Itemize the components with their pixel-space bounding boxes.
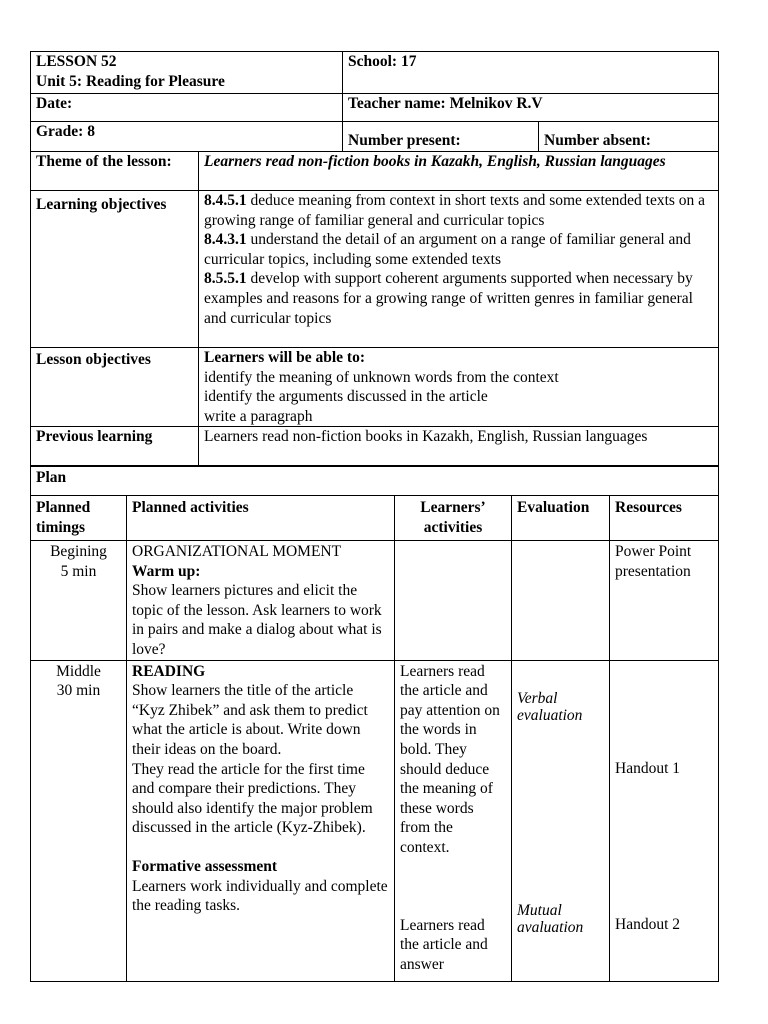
header-activities: Planned activities xyxy=(132,499,249,516)
header-evaluation: Evaluation xyxy=(517,499,590,516)
timing-stage: Middle xyxy=(56,662,101,680)
timing-duration: 5 min xyxy=(60,562,97,580)
objective-text: develop with support coherent arguments supported when necessary by examples and reasons for a growing range of written genres in familiar general and curricular topics xyxy=(204,270,693,327)
grade: Grade: 8 xyxy=(36,123,95,140)
lesson-objective: identify the meaning of unknown words from the context xyxy=(204,368,559,386)
header-timings-cell xyxy=(31,496,127,541)
previous-learning-label-cell xyxy=(31,427,199,466)
objective-code: 8.4.5.1 xyxy=(204,192,247,209)
objective-text: understand the detail of an argument on a range of familiar general and curricular topics, including some extended texts xyxy=(204,231,691,268)
theme-label: Theme of the lesson: xyxy=(36,153,172,170)
number-absent: Number absent: xyxy=(544,132,651,150)
lesson-objective: identify the arguments discussed in the article xyxy=(204,388,488,406)
evaluation-text: Verbal evaluation xyxy=(517,689,583,724)
theme-label-cell xyxy=(31,152,199,191)
activity-text: They read the article for the first time and compare their predictions. They should also identify the major problem discussed in the article (Kyz-Zhibek). xyxy=(132,760,373,837)
activity-heading: ORGANIZATIONAL MOMENT xyxy=(132,543,342,560)
grade-cell xyxy=(31,122,343,152)
header-resources: Resources xyxy=(615,499,682,516)
evaluation-cell xyxy=(512,541,610,661)
learners-text: Learners read the article and answer xyxy=(400,916,488,973)
objective-text: deduce meaning from context in short texts and some extended texts on a growing range of familiar general and curricular topics xyxy=(204,192,706,229)
theme-value-cell xyxy=(199,152,719,191)
evaluation-cell xyxy=(512,660,610,981)
table-row xyxy=(31,541,719,661)
activity-subheading: Warm up: xyxy=(132,562,201,580)
header-timings: Planned timings xyxy=(36,499,91,536)
school-cell xyxy=(343,52,719,94)
header-activities-cell xyxy=(127,496,395,541)
date-cell xyxy=(31,94,343,122)
activity-heading: Formative assessment xyxy=(132,857,278,875)
learning-objective xyxy=(204,230,713,269)
lesson-number: LESSON 52 xyxy=(36,53,117,70)
timing-stage: Begining xyxy=(50,543,107,560)
learners-cell xyxy=(395,541,512,661)
header-learners: Learners’ activities xyxy=(420,499,486,536)
learning-objective xyxy=(204,191,713,230)
learning-objectives-cell xyxy=(199,191,719,348)
lesson-cell xyxy=(31,52,343,94)
lesson-info-table xyxy=(30,151,719,466)
resources-cell xyxy=(610,541,719,661)
school: School: 17 xyxy=(348,53,417,70)
timing-cell xyxy=(31,660,127,981)
objective-code: 8.5.5.1 xyxy=(204,270,247,288)
learning-objectives-label-cell xyxy=(31,191,199,348)
theme-value: Learners read non-fiction books in Kazakh, English, Russian languages xyxy=(204,153,666,170)
plan-title-cell xyxy=(31,467,719,496)
activity-text: Show learners the title of the article “Kyz Zhibek” and ask them to predict what the article is about. Write down their ideas on the board. xyxy=(132,682,368,758)
objective-code: 8.4.3.1 xyxy=(204,231,247,249)
plan-table xyxy=(30,466,719,982)
lesson-header-table xyxy=(30,51,719,152)
lesson-objective: write a paragraph xyxy=(204,407,313,425)
number-present: Number present: xyxy=(348,132,461,150)
table-row xyxy=(31,660,719,981)
activity-cell xyxy=(127,660,395,981)
number-absent-cell xyxy=(539,122,719,152)
activity-text: Learners work individually and complete the reading tasks. xyxy=(132,877,388,915)
header-learners-cell xyxy=(395,496,512,541)
lesson-objectives-label: Lesson objectives xyxy=(36,351,151,368)
previous-learning-cell xyxy=(199,427,719,466)
resources-text: Handout 1 xyxy=(615,759,681,777)
learners-text: Learners read the article and pay attention on the words in bold. They should deduce the meaning of these words from the context. xyxy=(400,662,500,856)
resources-text: Handout 2 xyxy=(615,915,681,933)
activity-heading: READING xyxy=(132,662,206,680)
resources-text: Power Point presentation xyxy=(615,543,692,580)
unit-title: Unit 5: Reading for Pleasure xyxy=(36,72,225,90)
evaluation-text: Mutual avaluation xyxy=(517,901,584,936)
learning-objective xyxy=(204,269,713,328)
header-evaluation-cell xyxy=(512,496,610,541)
lesson-objectives-intro: Learners will be able to: xyxy=(204,349,366,366)
header-resources-cell xyxy=(610,496,719,541)
activity-cell xyxy=(127,541,395,661)
date-label: Date: xyxy=(36,95,73,112)
resources-cell xyxy=(610,660,719,981)
previous-learning-label: Previous learning xyxy=(36,428,153,446)
lesson-objectives-cell xyxy=(199,348,719,427)
activity-text: Show learners pictures and elicit the topic of the lesson. Ask learners to work in pairs and make a dialog about what is love? xyxy=(132,582,382,658)
learning-objectives-label: Learning objectives xyxy=(36,196,167,213)
plan-title: Plan xyxy=(36,469,67,486)
teacher-name: Teacher name: Melnikov R.V xyxy=(348,95,543,112)
lesson-objectives-label-cell xyxy=(31,348,199,427)
learners-cell xyxy=(395,660,512,981)
timing-duration: 30 min xyxy=(56,682,101,700)
timing-cell xyxy=(31,541,127,661)
number-present-cell xyxy=(343,122,539,152)
previous-learning-value: Learners read non-fiction books in Kazakh, English, Russian languages xyxy=(204,428,648,446)
teacher-cell xyxy=(343,94,719,122)
